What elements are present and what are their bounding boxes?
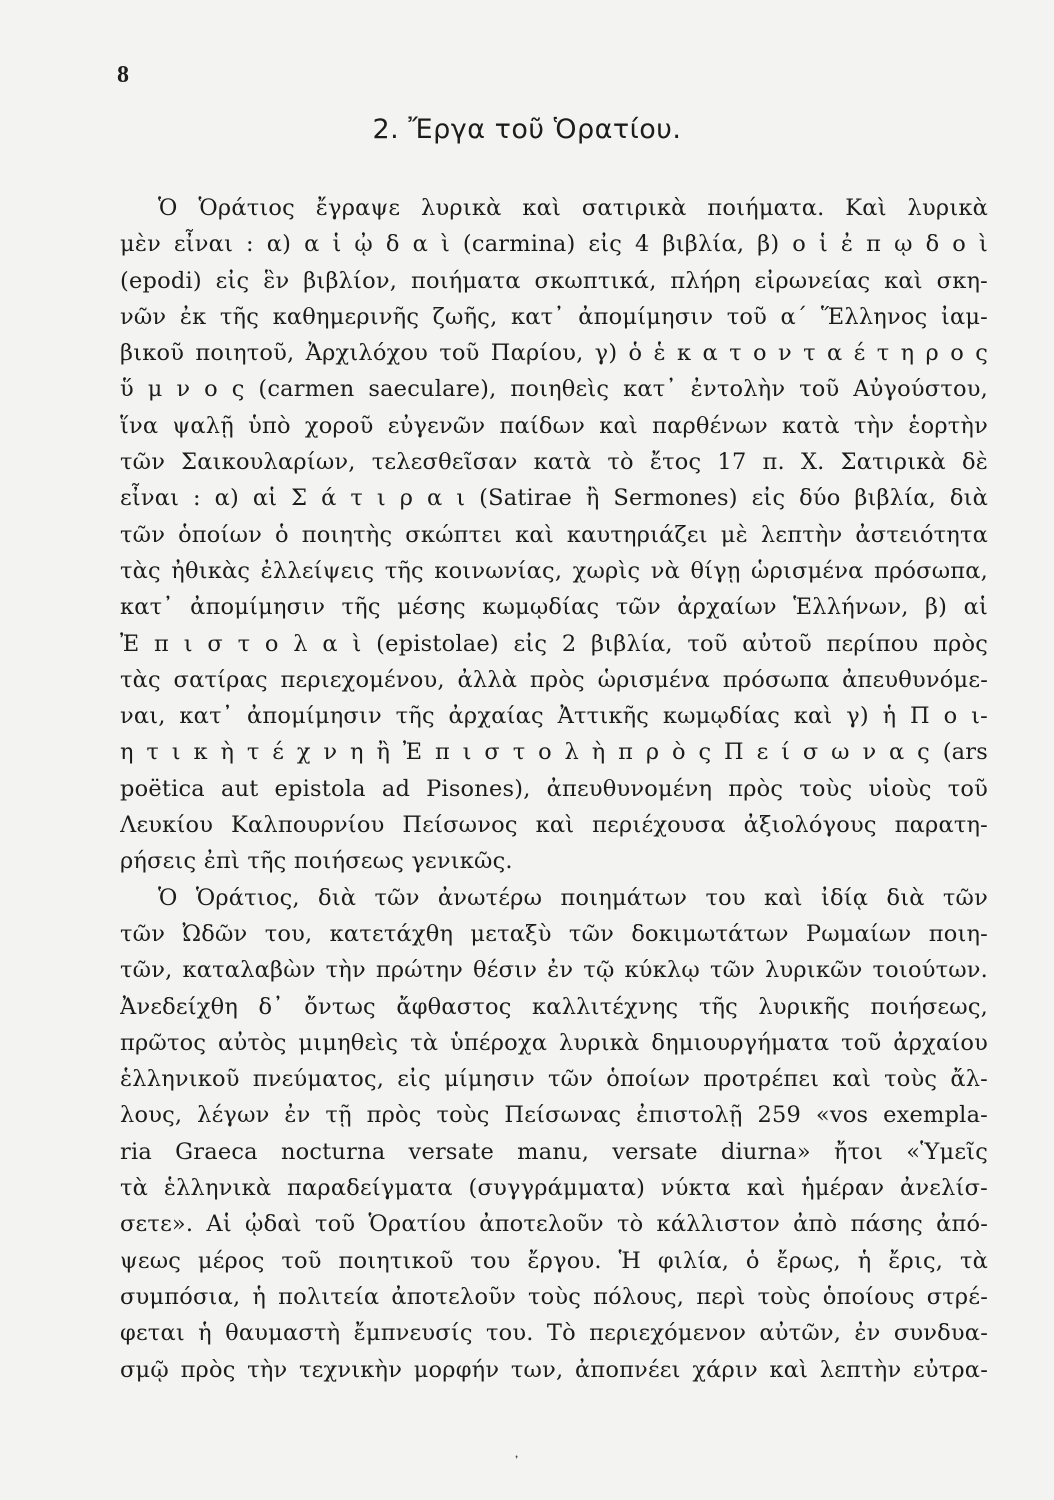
text-line: η τ ι κ ὴ τ έ χ ν η ἢ Ἐ π ι σ τ ο λ ὴ π ρ ὸ ς Π ε ί σ ω ν α ς (ars (120, 739, 988, 766)
text-line: συμπόσια, ἡ πολιτεία ἀποτελοῦν τοὺς πόλους, περὶ τοὺς ὁποίους στρέ- (120, 1283, 988, 1310)
text-line: ἵνα ψαλῇ ὑπὸ χοροῦ εὐγενῶν παίδων καὶ παρθένων κατὰ τὴν ἑορτὴν (120, 412, 988, 439)
text-line: ὕ μ ν ο ς (carmen saeculare), ποιηθεὶς κατ᾿ ἐντολὴν τοῦ Αὐγούστου, (120, 376, 988, 403)
text-line: ria Graeca nocturna versate manu, versate diurna» ἤτοι «Ὑμεῖς (120, 1138, 988, 1165)
text-line: βικοῦ ποιητοῦ, Ἀρχιλόχου τοῦ Παρίου, γ) ὁ ἑ κ α τ ο ν τ α έ τ η ρ ο ς (120, 340, 988, 367)
page-number: 8 (117, 62, 129, 88)
text-line: ρήσεις ἐπὶ τῆς ποιήσεως γενικῶς. (120, 848, 513, 875)
text-line: τῶν, καταλαβὼν τὴν πρώτην θέσιν ἐν τῷ κύκλῳ τῶν λυρικῶν τοιούτων. (120, 957, 988, 984)
text-line: τῶν ὁποίων ὁ ποιητὴς σκώπτει καὶ καυτηριάζει μὲ λεπτὴν ἀστειότητα (120, 521, 988, 548)
text-line: λους, λέγων ἐν τῇ πρὸς τοὺς Πείσωνας ἐπιστολῇ 259 «vos exempla- (120, 1102, 988, 1129)
text-line: σετε». Αἱ ᾠδαὶ τοῦ Ὁρατίου ἀποτελοῦν τὸ κάλλιστον ἀπὸ πάσης ἀπό- (120, 1211, 988, 1238)
text-line: τῶν Ὠδῶν του, κατετάχθη μεταξὺ τῶν δοκιμωτάτων Ρωμαίων ποιη- (120, 920, 988, 947)
text-line: (epodi) εἰς ἓν βιβλίον, ποιήματα σκωπτικά, πλήρη εἰρωνείας καὶ σκη- (120, 267, 988, 294)
text-line: Λευκίου Καλπουρνίου Πείσωνος καὶ περιέχουσα ἀξιολόγους παρατη- (120, 812, 988, 839)
text-line: ψεως μέρος τοῦ ποιητικοῦ του ἔργου. Ἡ φιλία, ὁ ἔρως, ἡ ἔρις, τὰ (120, 1247, 988, 1274)
text-line: εἶναι : α) αἱ Σ ά τ ι ρ α ι (Satirae ἢ Sermones) εἰς δύο βιβλία, διὰ (120, 485, 988, 512)
body-text (120, 190, 988, 1388)
text-line: κατ᾿ ἀπομίμησιν τῆς μέσης κωμῳδίας τῶν ἀρχαίων Ἑλλήνων, β) αἱ (120, 594, 988, 621)
text-line: τὰς σατίρας περιεχομένου, ἀλλὰ πρὸς ὡρισμένα πρόσωπα ἀπευθυνόμε- (120, 666, 988, 693)
text-line: Ἐ π ι σ τ ο λ α ὶ (epistolae) εἰς 2 βιβλία, τοῦ αὐτοῦ περίπου πρὸς (120, 630, 988, 657)
text-line: τῶν Σαικουλαρίων, τελεσθεῖσαν κατὰ τὸ ἔτος 17 π. Χ. Σατιρικὰ δὲ (120, 449, 988, 476)
section-heading: 2. Ἔργα τοῦ Ὁρατίου. (372, 114, 682, 145)
text-line: poëtica aut epistola ad Pisones), ἀπευθυνομένη πρὸς τοὺς υἱοὺς τοῦ (120, 775, 988, 802)
text-line: Ὁ Ὁράτιος, διὰ τῶν ἀνωτέρω ποιημάτων του καὶ ἰδίᾳ διὰ τῶν (158, 884, 988, 911)
text-line: πρῶτος αὐτὸς μιμηθεὶς τὰ ὑπέροχα λυρικὰ δημιουργήματα τοῦ ἀρχαίου (120, 1029, 988, 1056)
text-line: τὰς ἠθικὰς ἐλλείψεις τῆς κοινωνίας, χωρὶς νὰ θίγῃ ὡρισμένα πρόσωπα, (120, 557, 988, 584)
text-line: μὲν εἶναι : α) α ἱ ᾠ δ α ὶ (carmina) εἰς 4 βιβλία, β) ο ἱ ἐ π ῳ δ ο ὶ (120, 231, 988, 258)
text-line: φεται ἡ θαυμαστὴ ἔμπνευσίς του. Τὸ περιεχόμενον αὐτῶν, ἐν συνδυα- (120, 1320, 988, 1347)
text-line: τὰ ἑλληνικὰ παραδείγματα (συγγράμματα) νύκτα καὶ ἡμέραν ἀνελίσ- (120, 1175, 988, 1202)
text-line: νῶν ἐκ τῆς καθημερινῆς ζωῆς, κατ᾿ ἀπομίμησιν τοῦ α΄ Ἕλληνος ἰαμ- (120, 303, 988, 330)
text-line: σμῷ πρὸς τὴν τεχνικὴν μορφήν των, ἀποπνέει χάριν καὶ λεπτὴν εὐτρα- (120, 1356, 988, 1383)
text-line: ναι, κατ᾿ ἀπομίμησιν τῆς ἀρχαίας Ἀττικῆς κωμῳδίας καὶ γ) ἡ Π ο ι- (120, 703, 988, 730)
text-line: Ὁ Ὁράτιος ἔγραψε λυρικὰ καὶ σατιρικὰ ποιήματα. Καὶ λυρικὰ (158, 195, 988, 221)
footer-mark: ᾿ (513, 1455, 520, 1471)
text-line: ἑλληνικοῦ πνεύματος, εἰς μίμησιν τῶν ὁποίων προτρέπει καὶ τοὺς ἄλ- (120, 1066, 988, 1093)
text-line: Ἀνεδείχθη δ᾿ ὄντως ἄφθαστος καλλιτέχνης τῆς λυρικῆς ποιήσεως, (120, 993, 988, 1020)
